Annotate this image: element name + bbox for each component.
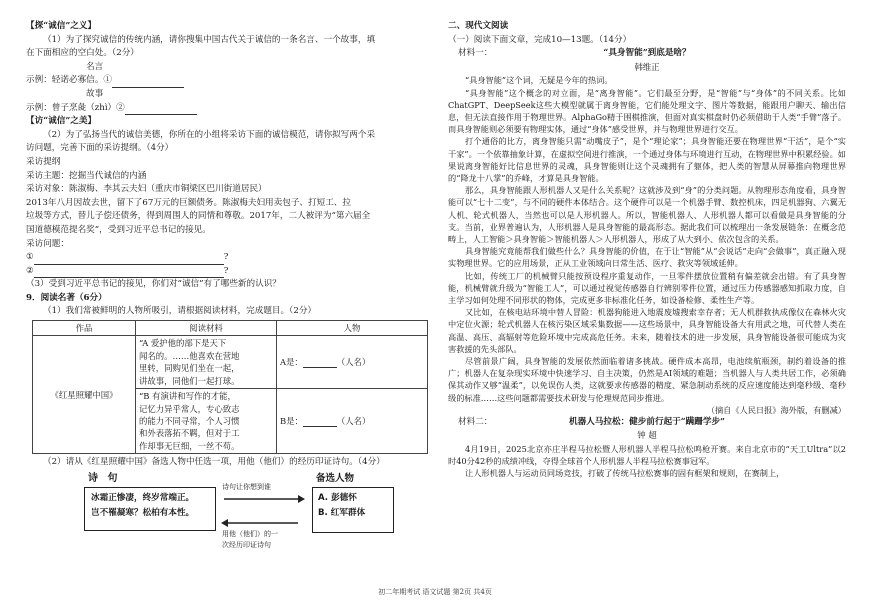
material-2-author: 钟 超: [637, 430, 657, 441]
material-b: [136, 389, 277, 454]
table-header: 阅读材料: [136, 321, 277, 336]
paragraph: 打个通俗的比方，离身智能只需“动嘴皮子”，是个“理论家”；具身智能还要在物理世界“干活”，是个“实干家”。一个依靠抽象计算，在虚拟空间进行推演，一个通过身体与环境进行互动，在物理世界中积累经验。如果说离身智能好比信息世界的灵魂，具身智能则让这个灵魂拥有了躯体，把人类的智慧从屏幕推向物理世界的“降龙十八掌”的乔峰，才算是具身智能。: [448, 136, 846, 183]
paragraph: 尽管前景广阔，具身智能的发展依然面临着诸多挑战。硬件成本高昂，电池续航瓶颈，制约着设备的推广；机器人在复杂现实环境中快速学习、自主决策，仍然是AI领域的难题；当机器人与人类共居工作，必须确保其动作又够“温柔”，以免误伤人类，这就要求传感器的精度、紧急制动系统的反应速度能达到毫秒级、毫秒级的标准……这些问题都需要技术研发与伦理规范同步推进。: [448, 356, 846, 403]
poem-title: 诗 句: [88, 472, 121, 484]
material-1-label: 材料一：: [458, 48, 493, 59]
section-heading-fang: 【访“诚信”之美】: [26, 116, 97, 127]
background-line2: 垃圾等方式，替儿子偿还债务，得到周围人的同情和尊敬。2017年，二人被评为“第六届全: [26, 211, 371, 222]
table-row: [33, 336, 428, 389]
source-note: （摘自《人民日报》海外版，有删减）: [706, 404, 846, 415]
background-line1: 2013年八月因故去世，留下了67万元的巨额债务。陈淑梅夫妇用卖包子、打短工、拉: [26, 197, 351, 208]
paragraph: 比如，传统工厂的机械臂只能按预设程序重复动作，一旦零件摆放位置稍有偏差就会出错。有了具身智能，机械臂就升级为“智能工人”，可以通过视觉传感器自行辨别零件位置，通过压力传感器感知抓取力度，自主学习如何处理不同形状的物体，完成更多非标准化任务，如设备检修、柔性生产等。: [448, 270, 846, 306]
material-a: [136, 336, 277, 389]
material-line: 作却事无巨细，一丝不苟。: [139, 440, 240, 451]
arrow-label-bottom-1: 用他（他们）的一: [222, 529, 278, 538]
person-a-blank[interactable]: [303, 367, 337, 368]
background-line3: 国道德模范提名奖”，受到习近平总书记的接见。: [26, 224, 211, 235]
material-line: “A 爱护他的部下是天下: [139, 338, 227, 349]
material-line: 里转，同购见们坐在一起，: [139, 363, 240, 374]
label-story: 故事: [86, 88, 104, 99]
section-intro: （一）阅读下面文章，完成10—13题。（14分）: [448, 34, 632, 45]
question-blank-a: ① ?: [26, 251, 430, 265]
interview-person: 采访对象：陈淑梅、李其云夫妇（重庆市铜梁区巴川街道居民）: [26, 184, 267, 195]
label-name: 名言: [86, 61, 104, 72]
interview-topic: 采访主题：挖掘当代诚信的内涵: [26, 170, 147, 181]
material-line: 的能力不同寻常，个人习惯: [139, 415, 240, 426]
section-heading-tan: 【探“诚信”之义】: [26, 21, 97, 31]
material-1-title: “具身智能”到底是啥？: [603, 48, 691, 59]
outline-heading: 采访提纲: [26, 156, 61, 167]
question-3: （3）受到习近平总书记的接见，你们对“诚信”有了哪些新的认识？: [26, 279, 281, 290]
table-header: 作品: [33, 321, 136, 336]
arrow-label-bottom-2: 次经历印证诗句: [222, 540, 271, 549]
paragraph: 具身智能究竟能帮我们做些什么？具身智能的价值，在于让“智能”从“会说话”走向“会做事”，真正融入现实物理世界。它的应用场景，正从工业领域向日常生活、医疗、救灾等领域延伸。: [448, 246, 846, 269]
question-9-1: （1）我们常被鲜明的人物所吸引，请根据阅读材料，完成题目。（2分）: [43, 306, 317, 317]
section-title: 二、现代文阅读: [448, 21, 509, 31]
table-header: 人物: [277, 321, 428, 336]
question-blank-b: ② ?: [26, 265, 430, 279]
person-b-cell: B是： （人名）: [277, 389, 428, 454]
poem-line-2: 岂不罹凝寒？松柏有本性。: [91, 507, 195, 518]
paragraph: 让人形机器人与运动员同场竞技，打破了传统马拉松赛事的固有框架和规则，在赛制上，: [465, 468, 785, 479]
question-2-line1: （2）为了弘扬当代的诚信美德，你所在的小组将采访下面的诚信模范，请你拟写两个采: [43, 129, 376, 140]
question-1-line2: 在下面相应的空白处。（2分）: [26, 48, 139, 59]
material-2-title: 机器人马拉松：健步前行起于“蹒跚学步”: [569, 417, 725, 428]
candidate-a: A. 彭德怀: [318, 492, 357, 503]
person-b-blank[interactable]: [303, 426, 337, 427]
question-2-line2: 访问题，完善下面的采访提纲。（4分）: [26, 143, 174, 154]
left-column: [26, 20, 430, 565]
material-1-header: [448, 47, 846, 61]
page-footer: 初二年期考试 语文试题 第2页 共4页: [378, 588, 492, 596]
person-a-cell: A是： （人名）: [277, 336, 428, 389]
paragraph: 4月19日，2025北京亦庄半程马拉松暨人形机器人半程马拉松鸣枪开赛。来自北京市的“天工Ultra”以2时40分42秒的成绩冲线，夺得全球首个人形机器人半程马拉松赛事冠军。: [448, 443, 846, 466]
poem-line-1: 冰霜正惨凄，终岁常端正。: [91, 492, 195, 503]
material-line: 和外表落拓不羁，但对于工: [139, 428, 240, 439]
question-9-2: （2）请从《红星照耀中国》备选人物中任选一项，用他（他们）的经历印证诗句。（4分）: [43, 457, 385, 468]
right-column: [448, 20, 846, 479]
poem-diagram: [26, 473, 430, 565]
material-2-header: [448, 416, 846, 429]
paragraph: 又比如，在核电站环境中替人冒险：机器狗能进入地震废墟搜索幸存者；无人机群救执成像仪在森林火灾中定位火源；轮式机器人在核污染区域采集数据——这些场景中，具身智能设备大有用武之地，可代替人类在高温、高压、高辐射等危险环境中完成高危任务。未来，随着技术的进一步发展，具身智能设备很可能成为灾害救援的先头部队。: [448, 307, 846, 354]
candidate-b: B. 红军群体: [318, 507, 366, 518]
answer-blank-1[interactable]: [112, 87, 184, 88]
material-1-author: 韩维正: [634, 61, 660, 72]
answer-blank-2[interactable]: [125, 114, 197, 115]
material-2-label: 材料二：: [458, 417, 493, 428]
material-line: 记忆力异乎常人，专心致志: [139, 403, 240, 414]
paragraph: “具身智能”这个概念的对立面，是“离身智能”。它们最至分野，是“智能”与“身体”的不同关系。比如ChatGPT、DeepSeek这些大模型就属于离身智能，它们能处理文字、图片等数据，能跟用户聊天、输出信息，但无法直接作用于物理世界。AlphaGo精于围棋推演，但面对真实棋盘时仍必须借助于人类“手臂”落子。而具身智能则必须要有物理实体，通过“身体”感受世界，并与物理世界进行交互。: [448, 87, 846, 135]
example-1: 示例：轻诺必寡信。①: [26, 74, 430, 88]
work-title: 《红星照耀中国》: [33, 336, 136, 454]
paragraph: “具身智能”这个词，无疑是今年的热词。: [465, 75, 613, 86]
question-9: 9．阅读名著（6分）: [26, 292, 107, 303]
example-2: 示例：曾子烹彘（zhì）②: [26, 102, 430, 116]
material-line: 闻名的。……他喜欢在营地: [139, 350, 240, 361]
poem-box: [84, 487, 216, 531]
questions-label: 采访问题：: [26, 238, 69, 249]
paragraph: 那么，具身智能跟人形机器人又是什么关系呢？这就涉及到“身”的分类问题。从物理形态角度看，具身智能可以“七十二变”，与不同的硬件本体结合。这个硬件可以是一个机器手臂、数控机床，四足机器狗、六翼无人机、轮式机器人，当然也可以是人形机器人。所以，智能机器人、人形机器人都可以看做是具身智能的分支。当前，业界普遍认为，人形机器人是具身智能的最高形态。据此我们可以梳理出一条发展链条：在概念范畴上，人工智能＞具身智能＞智能机器人＞人形机器人，形成了从大到小、依次包含的关系。: [448, 185, 846, 245]
material-line: 讲故事，同他们一起打球。: [139, 375, 240, 386]
material-line: “B 有演讲和写作的才能，: [139, 391, 236, 402]
question-1-line1: （1）为了探究诚信的传统内涵，请你搜集中国古代关于诚信的一条名言、一个故事，填: [43, 34, 376, 45]
reading-table: [32, 320, 428, 454]
candidates-title: 备选人物: [316, 472, 355, 484]
candidates-box: [312, 487, 394, 533]
table-header-row: [33, 321, 428, 336]
arrow-label-top: 诗句让你想到谁: [222, 482, 271, 491]
